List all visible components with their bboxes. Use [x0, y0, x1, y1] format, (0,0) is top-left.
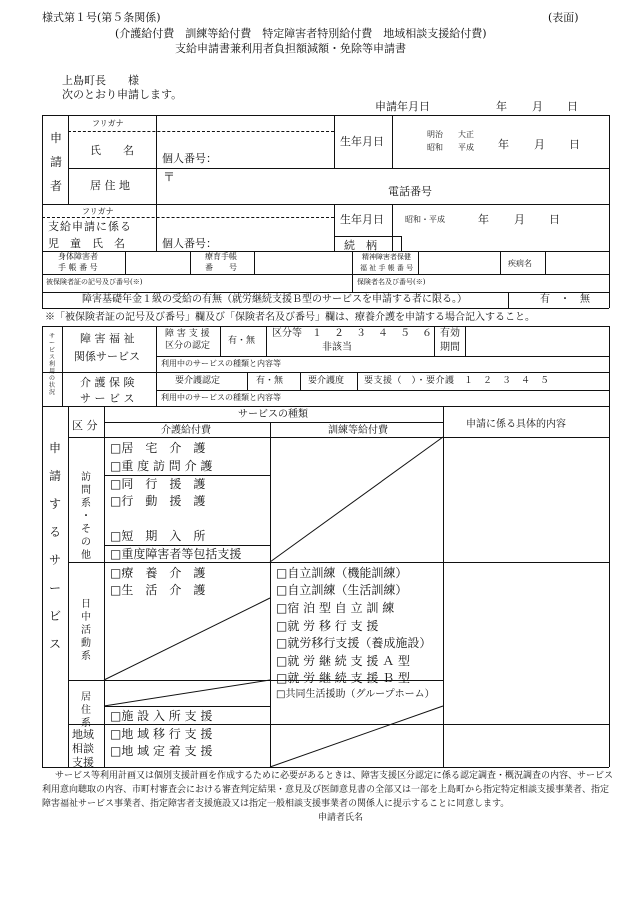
- care-level-label: 要介護度: [308, 376, 345, 386]
- mental-notebook-label: 精神障害者保健: [362, 253, 411, 261]
- addressee: 上島町長: [62, 74, 106, 87]
- service-heavy-visiting-care[interactable]: □重 度 訪 問 介 護: [110, 459, 213, 473]
- era-showa: 昭和: [427, 143, 443, 152]
- service-life-care[interactable]: □生 活 介 護: [110, 583, 206, 597]
- form-number: 様式第１号(第５条関係): [42, 11, 161, 24]
- honorific: 様: [128, 74, 139, 87]
- care-insurance-label-2: サ ー ビ ス: [80, 392, 135, 405]
- care-cert-label: 要介護認定: [175, 376, 221, 386]
- class-label: 区分等: [272, 328, 302, 339]
- applicant-name-label: 氏 名: [90, 144, 134, 157]
- physical-notebook-number-label: 手 帳 番 号: [58, 263, 98, 272]
- welfare-services-label-2: 関係サービス: [74, 350, 140, 363]
- child-dob-month: 月: [514, 213, 525, 226]
- child-dob-year: 年: [478, 213, 489, 226]
- consent-line-1: サービス等利用計画又は個別支援計画を作成するために必要があるときは、障害支援区分認定に係る認定調査・概況調査の内容、サービス: [55, 771, 614, 781]
- phone-label: 電話番号: [388, 185, 432, 198]
- era-meiji: 明治: [427, 130, 443, 139]
- care-cert-yes-no: 有・無: [256, 376, 284, 386]
- mental-notebook-number-label: 福 祉 手 帳 番 号: [360, 264, 414, 272]
- era-heisei: 平成: [458, 143, 474, 152]
- support-cert-yes-no: 有・無: [228, 336, 256, 346]
- applicant-personal-number-label: 個人番号：: [162, 152, 217, 165]
- community-category-label: 地域 相談 支援: [72, 728, 94, 769]
- service-medical-care[interactable]: □療 養 介 護: [110, 566, 206, 580]
- applicant-dob-month: 月: [534, 138, 545, 151]
- care-benefits-header: 介護給付費: [161, 425, 211, 436]
- child-dob-day: 日: [549, 213, 560, 226]
- valid-period-label-1: 有効: [440, 328, 460, 339]
- support-cert-label-1: 障 害 支 援: [165, 329, 210, 339]
- daytime-category-label: 日 中 活 動 系: [81, 599, 91, 662]
- care-insurance-label-1: 介 護 保 険: [80, 376, 135, 389]
- usage-side-label: サ ー ビ ス 利 用 の 状 況: [48, 333, 55, 396]
- service-comprehensive-support[interactable]: □重度障害者等包括支援: [110, 547, 242, 561]
- pension-label: 障害基礎年金１級の受給の有無（就労継続支援Ｂ型のサービスを申請する者に限る。）: [82, 294, 467, 305]
- care-support-levels: 要支援（ ）・要介護 １ ２ ３ ４ ５: [364, 376, 550, 386]
- training-benefits-header: 訓練等給付費: [328, 425, 388, 436]
- service-community-transition[interactable]: □地 域 移 行 支 援: [110, 727, 213, 741]
- signature-label: 申請者氏名: [318, 813, 364, 823]
- rehab-notebook-number-label: 番 号: [205, 263, 237, 272]
- service-life-training[interactable]: □自立訓練（生活訓練）: [276, 583, 408, 597]
- applicant-address-label: 居 住 地: [90, 179, 130, 192]
- service-residential-training[interactable]: □宿 泊 型 自 立 訓 練: [276, 601, 395, 615]
- service-employment-transition[interactable]: □就 労 移 行 支 援: [276, 619, 379, 633]
- service-employment-transition-training[interactable]: □就労移行支援（養成施設）: [276, 636, 432, 650]
- child-personal-number-label: 個人番号：: [162, 237, 217, 250]
- form-title: 支給申請書兼利用者負担額減額・免除等申請書: [175, 42, 406, 55]
- service-functional-training[interactable]: □自立訓練（機能訓練）: [276, 566, 408, 580]
- service-facility-admission[interactable]: □施 設 入 所 支 援: [110, 709, 213, 723]
- welfare-services-label-1: 障 害 福 祉: [80, 332, 135, 345]
- service-employment-continuation-b[interactable]: □就 労 継 続 支 援 Ｂ 型: [276, 671, 411, 685]
- child-relation-label: 続 柄: [344, 239, 377, 252]
- applicant-dob-year: 年: [498, 138, 509, 151]
- care-current-services-label: 利用中のサービスの種類と内容等: [161, 393, 281, 402]
- service-types-header: サービスの種類: [238, 409, 308, 420]
- insurer-label: 保険者名及び番号(※): [357, 278, 426, 286]
- service-home-care[interactable]: □居 宅 介 護: [110, 441, 206, 455]
- physical-notebook-label: 身体障害者: [58, 252, 98, 261]
- class-values: １ ２ ３ ４ ５ ６: [312, 328, 433, 339]
- support-cert-label-2: 区分の認定: [165, 341, 211, 351]
- current-services-label: 利用中のサービスの種類と内容等: [161, 359, 281, 368]
- rehab-notebook-label: 療育手帳: [205, 252, 237, 261]
- child-label-line2: 児 童 氏 名: [48, 237, 125, 250]
- date-month: 月: [532, 100, 543, 113]
- residence-category-label: 居 住 系: [81, 692, 91, 729]
- consent-line-2: 利用意向聴取の内容、市町村審査会における審査判定結果・意見及び医師意見書の全部又は一部を上島町から指定特定相談支援事業者、指定: [42, 785, 610, 795]
- child-label-line1: 支給申請に係る: [48, 220, 132, 233]
- service-short-stay[interactable]: □短 期 入 所: [110, 529, 206, 543]
- consent-line-3: 障害福祉サービス事業者、指定障害者支援施設又は指定一般相談支援事業者の関係人に提示することに同意します。: [42, 799, 510, 809]
- service-group-home[interactable]: □共同生活援助（グループホーム）: [276, 689, 435, 700]
- service-behavior-support[interactable]: □行 動 援 護: [110, 494, 206, 508]
- applicant-side-label: 申 請 者: [50, 131, 63, 193]
- non-applicable: 非該当: [322, 342, 352, 353]
- child-furigana-label: フリガナ: [82, 207, 114, 216]
- date-day: 日: [567, 100, 578, 113]
- pension-answer: 有 ・ 無: [540, 294, 590, 305]
- date-year: 年: [496, 100, 507, 113]
- form-subtitle: (介護給付費 訓練等給付費 特定障害者特別給付費 地域相談支援給付費): [115, 27, 487, 40]
- service-employment-continuation-a[interactable]: □就 労 継 続 支 援 Ａ 型: [276, 654, 411, 668]
- insured-number-label: 被保険者証の記号及び番号(※): [46, 278, 143, 286]
- valid-period-label-2: 期間: [440, 342, 460, 353]
- disease-label: 疾病名: [508, 259, 532, 268]
- child-era: 昭和・平成: [405, 215, 445, 224]
- application-date-label: 申請年月日: [375, 100, 430, 113]
- postal-mark: 〒: [163, 170, 176, 184]
- applicant-dob-label: 生年月日: [340, 135, 384, 148]
- service-accompanied-support[interactable]: □同 行 援 護: [110, 477, 206, 491]
- category-header: 区 分: [72, 419, 98, 432]
- applicant-dob-day: 日: [569, 138, 580, 151]
- visiting-category-label: 訪 問 系 ・ そ の 他: [81, 472, 91, 561]
- era-taisho: 大正: [458, 130, 474, 139]
- side-label: (表面): [548, 11, 579, 24]
- insurance-note: ※「被保険者証の記号及び番号」欄及び「保険者名及び番号」欄は、療養介護を申請する場合記入すること。: [45, 312, 535, 323]
- intro-text: 次のとおり申請します。: [62, 88, 183, 101]
- services-side-label: 申 請 す る サ ー ビ ス: [48, 441, 61, 651]
- service-community-settlement[interactable]: □地 域 定 着 支 援: [110, 744, 213, 758]
- applicant-furigana-label: フリガナ: [92, 119, 124, 128]
- details-header: 申請に係る具体的内容: [466, 419, 566, 430]
- child-dob-label: 生年月日: [340, 213, 384, 226]
